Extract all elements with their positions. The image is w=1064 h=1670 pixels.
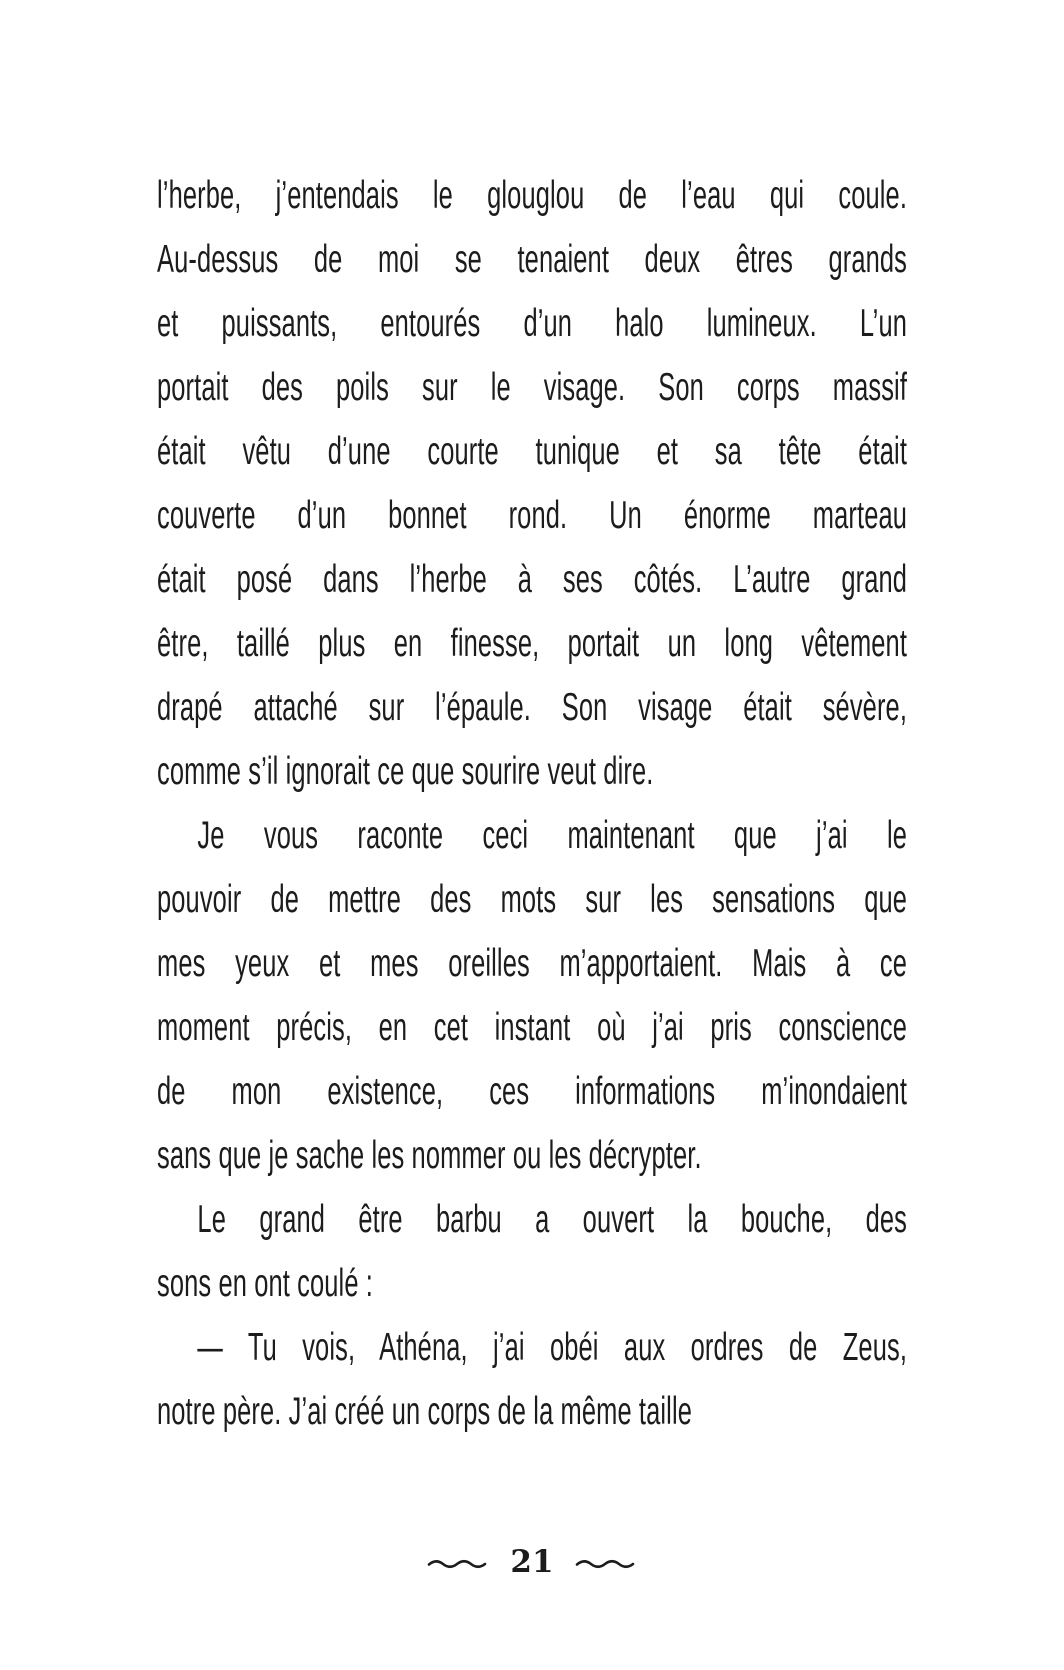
text-line: Je vous raconte ceci maintenant que j’ai le (197, 814, 908, 857)
text-line: — Tu vois, Athéna, j’ai obéi aux ordres de Zeus, (197, 1326, 908, 1369)
text-line: portait des poils sur le visage. Son corps massif (157, 366, 908, 409)
paragraph (157, 804, 907, 1188)
text-line: couverte d’un bonnet rond. Un énorme marteau (157, 494, 908, 537)
text-line: être, taillé plus en finesse, portait un long vêtement (157, 622, 908, 665)
text-line: drapé attaché sur l’épaule. Son visage était sévère, (157, 686, 908, 729)
text-line: était posé dans l’herbe à ses côtés. L’autre grand (157, 558, 908, 601)
text-line: était vêtu d’une courte tunique et sa tête était (157, 430, 908, 473)
text-line: et puissants, entourés d’un halo lumineux. L’un (157, 302, 908, 345)
text-line: sans que je sache les nommer ou les décrypter. (157, 1134, 702, 1177)
text-line: mes yeux et mes oreilles m’apportaient. Mais à ce (157, 942, 908, 985)
paragraph (157, 1316, 907, 1444)
page-footer (0, 1540, 1064, 1586)
text-line: l’herbe, j’entendais le glouglou de l’eau qui coule. (157, 174, 908, 217)
paragraph (157, 164, 907, 804)
wave-ornament-icon (427, 1556, 489, 1570)
text-line: pouvoir de mettre des mots sur les sensations que (157, 878, 908, 921)
page-number: 21 (510, 1543, 554, 1580)
text-line: Le grand être barbu a ouvert la bouche, des (197, 1198, 908, 1241)
wave-ornament-icon (575, 1556, 637, 1570)
text-line: de mon existence, ces informations m’inondaient (157, 1070, 908, 1113)
text-line: Au-dessus de moi se tenaient deux êtres grands (157, 238, 908, 281)
page-text (157, 164, 907, 1444)
text-line: moment précis, en cet instant où j’ai pris conscience (157, 1006, 908, 1049)
text-line: sons en ont coulé : (157, 1262, 374, 1305)
text-line: comme s’il ignorait ce que sourire veut dire. (157, 750, 654, 793)
paragraph (157, 1188, 907, 1316)
text-line: notre père. J’ai créé un corps de la même taille (157, 1390, 693, 1433)
